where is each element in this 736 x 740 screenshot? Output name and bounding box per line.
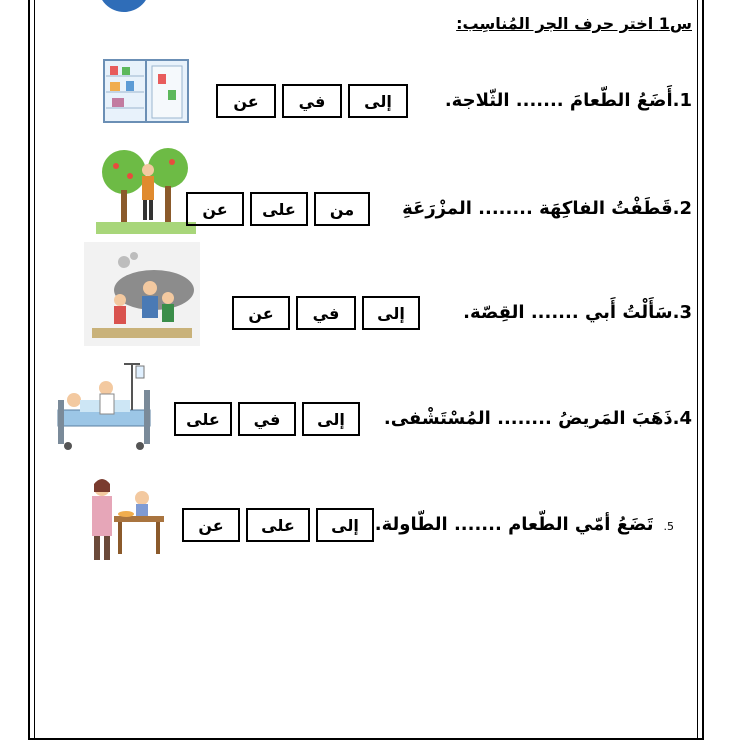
- item-number: 3.: [672, 302, 692, 323]
- option-box[interactable]: عن: [182, 508, 240, 542]
- option-box[interactable]: إلى: [302, 402, 360, 436]
- option-box[interactable]: عن: [216, 84, 276, 118]
- exercise-sentence: [445, 90, 692, 111]
- option-box[interactable]: عن: [186, 192, 244, 226]
- mother-table-icon: [78, 474, 172, 568]
- farm-fruit-picking-icon: [96, 142, 196, 234]
- exercise-item-2: [0, 140, 736, 240]
- answer-options: [174, 402, 360, 436]
- exercise-sentence: [384, 408, 692, 429]
- option-box[interactable]: عن: [232, 296, 290, 330]
- exercise-sentence: [375, 514, 674, 535]
- exercise-item-5: [0, 470, 736, 570]
- exercise-sentence: [463, 302, 692, 323]
- item-number: 1.: [672, 90, 692, 111]
- option-box[interactable]: في: [296, 296, 356, 330]
- option-box[interactable]: على: [174, 402, 232, 436]
- option-box[interactable]: على: [246, 508, 310, 542]
- option-box[interactable]: إلى: [362, 296, 420, 330]
- hospital-bed-icon: [50, 360, 158, 454]
- option-box[interactable]: من: [314, 192, 370, 226]
- exercise-item-4: [0, 356, 736, 456]
- option-box[interactable]: إلى: [348, 84, 408, 118]
- answer-options: [182, 508, 374, 542]
- refrigerator-icon: [98, 54, 194, 128]
- item-number: 5.: [663, 520, 674, 533]
- item-number: 2.: [672, 198, 692, 219]
- option-box[interactable]: في: [282, 84, 342, 118]
- family-story-icon: [84, 242, 200, 346]
- answer-options: [186, 192, 370, 226]
- sentence-text: تَضَعُ أمّي الطّعام ....... الطّاولة.: [374, 514, 654, 535]
- answer-options: [232, 296, 420, 330]
- sentence-text: أَضَعُ الطّعامَ ....... الثّلاجة.: [444, 90, 673, 111]
- exercise-item-3: [0, 240, 736, 340]
- sentence-text: سَأَلْتُ أَبي ....... القِصّة.: [463, 302, 673, 323]
- sentence-text: ذَهَبَ المَريضُ ........ المُسْتَشْفى.: [383, 408, 673, 429]
- exercise-sentence: [402, 198, 692, 219]
- option-box[interactable]: في: [238, 402, 296, 436]
- option-box[interactable]: على: [250, 192, 308, 226]
- question-heading: س1 اختر حرف الجر المُناسِب:: [456, 14, 692, 33]
- sentence-text: قَطَفْتُ الفاكِهَة ........ المزْرَعَةِ: [402, 198, 673, 219]
- exercise-item-1: [0, 50, 736, 150]
- item-number: 4.: [672, 408, 692, 429]
- answer-options: [216, 84, 408, 118]
- option-box[interactable]: إلى: [316, 508, 374, 542]
